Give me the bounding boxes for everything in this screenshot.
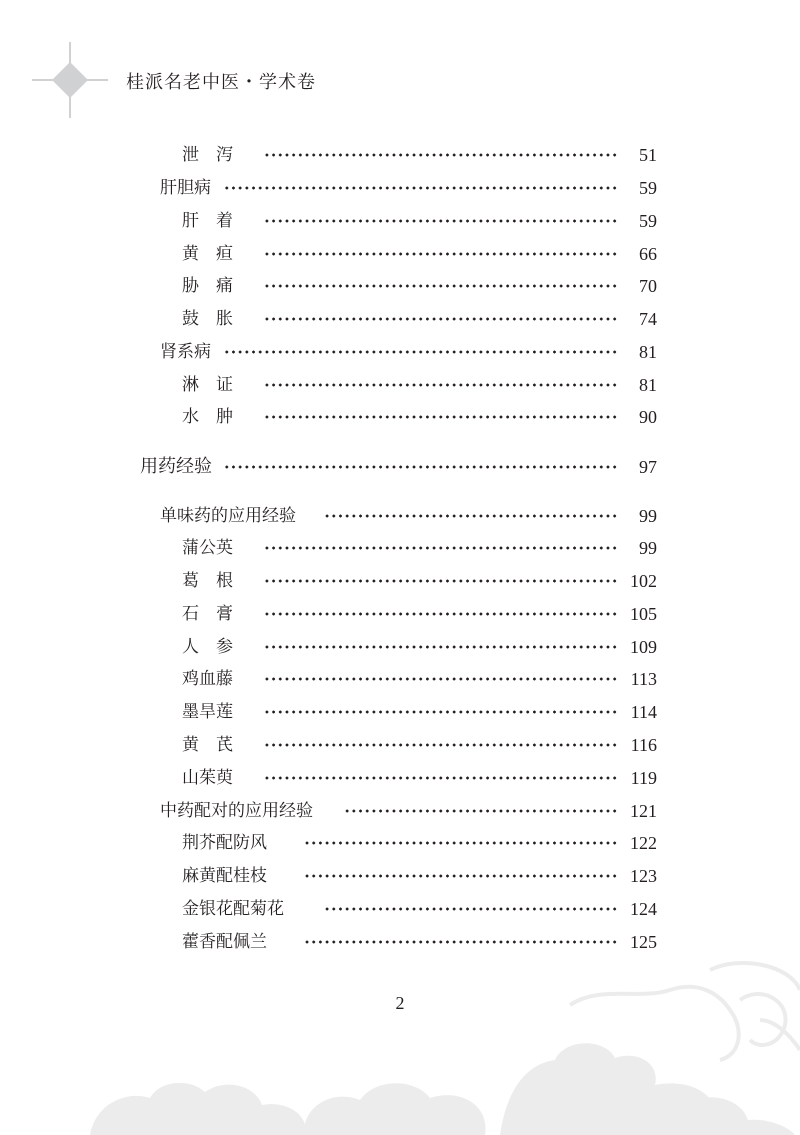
- toc-entry-item[interactable]: [0, 569, 800, 593]
- toc-entry-title: 墨旱莲: [182, 702, 233, 722]
- toc-entry-page-number: 116: [630, 735, 657, 755]
- toc-entry-page-number: 105: [630, 604, 657, 624]
- toc-entry-page-number: 121: [630, 801, 657, 821]
- toc-entry-page-number: 125: [630, 932, 657, 952]
- toc-entry-title: 肾系病: [160, 342, 211, 362]
- toc-entry-title: 肝胆病: [160, 178, 211, 198]
- toc-entry-item[interactable]: [0, 930, 800, 954]
- toc-entry-title: 用药经验: [140, 456, 212, 477]
- dot-leader: [262, 733, 618, 757]
- toc-entry-page-number: 81: [639, 342, 657, 362]
- toc-entry-title: 黄 芪: [182, 735, 233, 755]
- toc-entry-item[interactable]: [0, 209, 800, 233]
- dot-leader: [302, 831, 618, 855]
- toc-entry-section[interactable]: [0, 176, 800, 200]
- toc-entry-title: 蒲公英: [182, 538, 233, 558]
- dot-leader: [262, 274, 618, 298]
- toc-entry-item[interactable]: [0, 733, 800, 757]
- toc-entry-item[interactable]: [0, 831, 800, 855]
- dot-leader: [302, 930, 618, 954]
- dot-leader: [262, 635, 618, 659]
- toc-entry-item[interactable]: [0, 635, 800, 659]
- dot-leader: [262, 536, 618, 560]
- toc-entry-item[interactable]: [0, 667, 800, 691]
- dot-leader: [262, 405, 618, 429]
- toc-entry-item[interactable]: [0, 373, 800, 397]
- toc-entry-page-number: 109: [630, 637, 657, 657]
- toc-entry-title: 单味药的应用经验: [160, 506, 296, 526]
- dot-leader: [222, 455, 618, 479]
- toc-entry-title: 胁 痛: [182, 276, 233, 296]
- dot-leader: [262, 602, 618, 626]
- dot-leader: [262, 667, 618, 691]
- toc-entry-page-number: 51: [639, 145, 657, 165]
- toc-entry-section[interactable]: [0, 504, 800, 528]
- toc-entry-item[interactable]: [0, 242, 800, 266]
- toc-entry-section[interactable]: [0, 340, 800, 364]
- dot-leader: [322, 897, 618, 921]
- toc-entry-item[interactable]: [0, 700, 800, 724]
- toc-entry-page-number: 99: [639, 538, 657, 558]
- toc-entry-page-number: 102: [630, 571, 657, 591]
- toc-entry-title: 金银花配菊花: [182, 899, 284, 919]
- toc-entry-title: 泄 泻: [182, 145, 233, 165]
- dot-leader: [222, 176, 618, 200]
- toc-entry-title: 藿香配佩兰: [182, 932, 267, 952]
- toc-entry-title: 鸡血藤: [182, 669, 233, 689]
- toc-entry-page-number: 59: [639, 211, 657, 231]
- toc-entry-page-number: 59: [639, 178, 657, 198]
- page-number: 2: [395, 993, 405, 1013]
- toc-entry-item[interactable]: [0, 766, 800, 790]
- diamond-star-ornament-icon: [30, 40, 110, 120]
- dot-leader: [222, 340, 618, 364]
- toc-entry-title: 人 参: [182, 637, 233, 657]
- dot-leader: [302, 864, 618, 888]
- toc-entry-section[interactable]: [0, 799, 800, 823]
- toc-entry-page-number: 124: [630, 899, 657, 919]
- toc-entry-item[interactable]: [0, 143, 800, 167]
- toc-entry-title: 水 肿: [182, 407, 233, 427]
- dot-leader: [262, 700, 618, 724]
- toc-entry-page-number: 114: [630, 702, 657, 722]
- toc-entry-page-number: 122: [630, 833, 657, 853]
- toc-entry-page-number: 119: [630, 768, 657, 788]
- dot-leader: [322, 504, 618, 528]
- dot-leader: [262, 143, 618, 167]
- toc-entry-title: 淋 证: [182, 375, 233, 395]
- toc-entry-item[interactable]: [0, 602, 800, 626]
- auspicious-clouds-decoration-icon: [0, 960, 800, 1135]
- dot-leader: [342, 799, 618, 823]
- dot-leader: [262, 307, 618, 331]
- toc-entry-page-number: 66: [639, 244, 657, 264]
- toc-entry-title: 山茱萸: [182, 768, 233, 788]
- toc-entry-page-number: 99: [639, 506, 657, 526]
- toc-entry-item[interactable]: [0, 307, 800, 331]
- toc-entry-title: 荆芥配防风: [182, 833, 267, 853]
- toc-entry-title: 石 膏: [182, 604, 233, 624]
- toc-entry-page-number: 123: [630, 866, 657, 886]
- toc-entry-page-number: 81: [639, 375, 657, 395]
- toc-entry-page-number: 113: [630, 669, 657, 689]
- toc-entry-title: 麻黄配桂枝: [182, 866, 267, 886]
- toc-entry-item[interactable]: [0, 536, 800, 560]
- toc-entry-part[interactable]: [0, 455, 800, 479]
- toc-entry-title: 鼓 胀: [182, 309, 233, 329]
- toc-entry-page-number: 70: [639, 276, 657, 296]
- running-header-title: 桂派名老中医・学术卷: [126, 72, 316, 93]
- toc-entry-title: 肝 着: [182, 211, 233, 231]
- toc-entry-title: 黄 疸: [182, 244, 233, 264]
- toc-entry-page-number: 97: [639, 457, 657, 477]
- toc-entry-page-number: 90: [639, 407, 657, 427]
- toc-entry-item[interactable]: [0, 897, 800, 921]
- toc-entry-page-number: 74: [639, 309, 657, 329]
- toc-entry-title: 葛 根: [182, 571, 233, 591]
- toc-entry-item[interactable]: [0, 405, 800, 429]
- dot-leader: [262, 373, 618, 397]
- toc-entry-item[interactable]: [0, 864, 800, 888]
- toc-entry-item[interactable]: [0, 274, 800, 298]
- dot-leader: [262, 569, 618, 593]
- dot-leader: [262, 209, 618, 233]
- toc-entry-title: 中药配对的应用经验: [160, 801, 313, 821]
- dot-leader: [262, 242, 618, 266]
- dot-leader: [262, 766, 618, 790]
